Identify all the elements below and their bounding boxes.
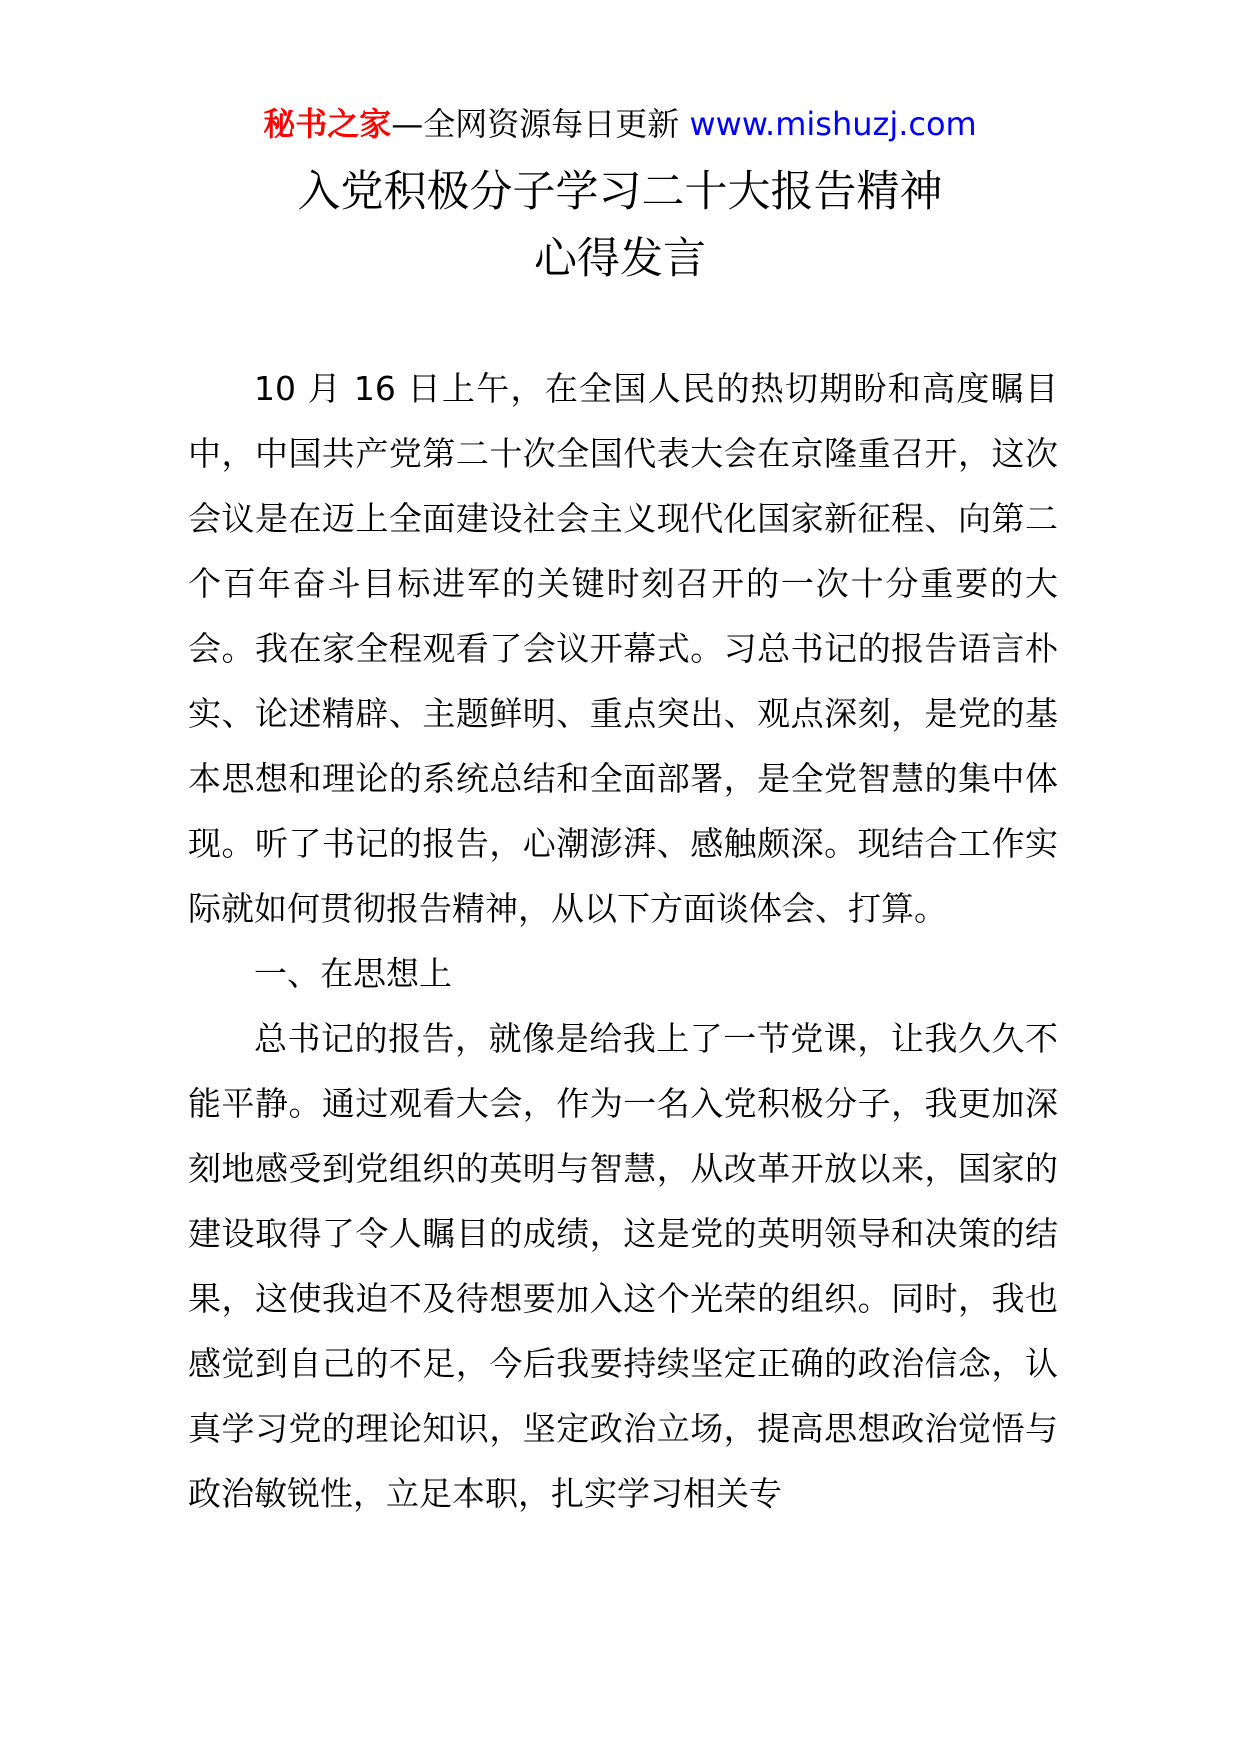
section-heading-ideology: 一、在思想上: [254, 954, 452, 993]
body-paragraph-ideology: 总书记的报告，就像是给我上了一节党课，让我久久不能平静。通过观看大会，作为一名入党积极分子，我更加深刻地感受到党组织的英明与智慧，从改革开放以来，国家的建设取得了令人瞩目的成绩，这是党的英明领导和决策的结果，这使我迫不及待想要加入这个光荣的组织。同时，我也感觉到自己的不足，今后我要持续坚定正确的政治信念，认真学习党的理论知识，坚定政治立场，提高思想政治觉悟与政治敏锐性，立足本职，扎实学习相关专: [188, 1019, 1058, 1513]
body-paragraph-intro: 10 月 16 日上午，在全国人民的热切期盼和高度瞩目中，中国共产党第二十次全国代表大会在京隆重召开，这次会议是在迈上全面建设社会主义现代化国家新征程、向第二个百年奋斗目标进军的关键时刻召开的一次十分重要的大会。我在家全程观看了会议开幕式。习总书记的报告语言朴实、论述精辟、主题鲜明、重点突出、观点深刻，是党的基本思想和理论的系统总结和全面部署，是全党智慧的集中体现。听了书记的报告，心潮澎湃、感触颇深。现结合工作实际就如何贯彻报告精神，从以下方面谈体会、打算。: [188, 369, 1058, 928]
site-url: www.mishuzj.com: [689, 105, 977, 143]
document-title-line-2: 心得发言: [534, 234, 706, 284]
document-body: [188, 356, 1058, 1526]
site-tagline: —全网资源每日更新: [391, 105, 690, 143]
site-header: [0, 102, 1240, 146]
document-title-line-1: 入党积极分子学习二十大报告精神: [297, 167, 943, 217]
site-brand: 秘书之家: [263, 105, 392, 143]
